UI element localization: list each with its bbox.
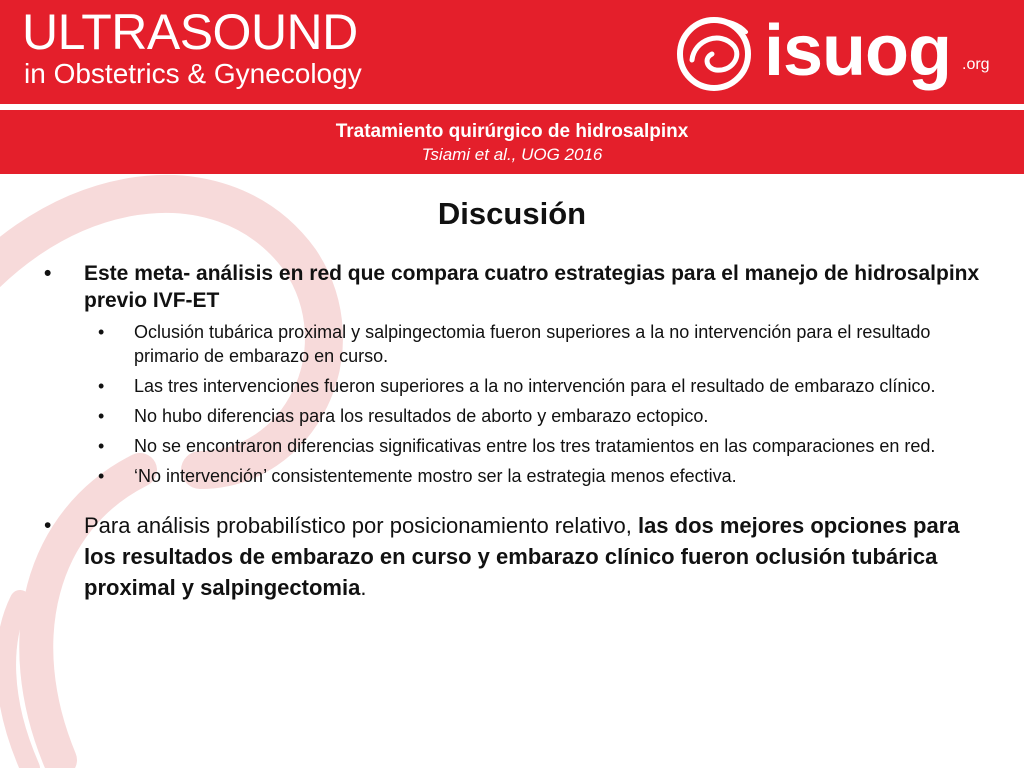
bullet-main-2-bold: las dos mejores opciones para los resultados de embarazo en curso y embarazo clínico fueron oclusión tubárica proximal y salpingectomia [84,513,960,600]
sub-bullet-1: • Oclusión tubárica proximal y salpingectomia fueron superiores a la no intervención para el resultado primario de embarazo en curso. [84,320,994,368]
logo-org-suffix: .org [962,56,990,73]
article-title: Tratamiento quirúrgico de hidrosalpinx [335,121,689,142]
bullet-main-2 [44,510,994,603]
bullet-list [44,260,994,603]
bullet-main-2-plain: Para análisis probabilístico por posicionamiento relativo, [84,513,638,538]
journal-title: ULTRASOUND [22,4,358,60]
sub-bullet-3: • No hubo diferencias para los resultados de aborto y embarazo ectopico. [84,404,994,428]
article-banner [0,110,1024,174]
journal-subtitle: in Obstetrics & Gynecology [24,58,362,89]
journal-header [0,0,1024,104]
bullet-main-2-end: . [360,575,367,600]
bullet-main-1-text: Este meta- análisis en red que compara cuatro estrategias para el manejo de hidrosalpinx previo IVF-ET [84,262,980,312]
bullet-main-1 [44,260,994,488]
sub-bullet-list [84,320,994,488]
isuog-logo[interactable] [672,10,1012,96]
slide-heading: Discusión [437,196,587,231]
slide-content [0,174,1024,768]
logo-wordmark: isuog [764,11,951,91]
isuog-emblem-icon [672,10,758,96]
sub-bullet-5: • ‘No intervención’ consistentemente mostro ser la estrategia menos efectiva. [84,464,994,488]
article-citation: Tsiami et al., UOG 2016 [421,145,603,164]
sub-bullet-4: • No se encontraron diferencias significativas entre los tres tratamientos en las comparaciones en red. [84,434,994,458]
sub-bullet-2: • Las tres intervenciones fueron superiores a la no intervención para el resultado de embarazo clínico. [84,374,994,398]
